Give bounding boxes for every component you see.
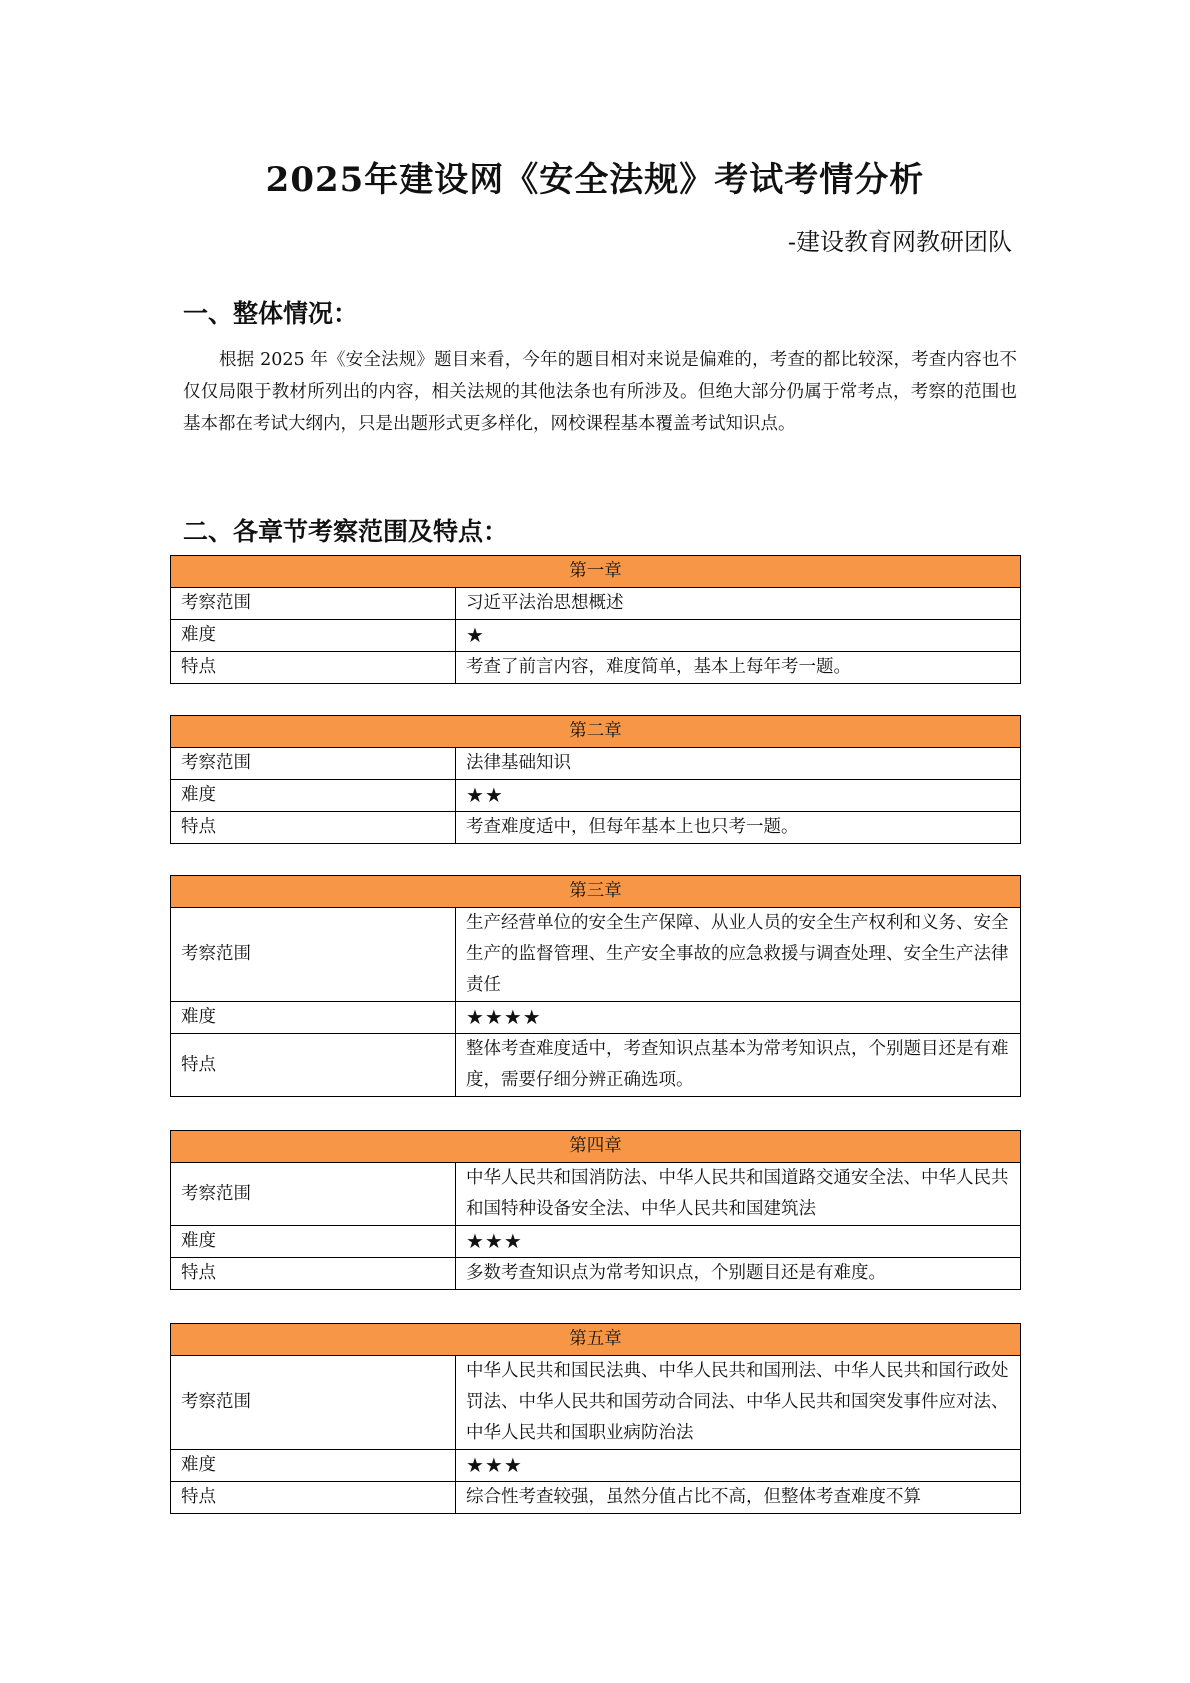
scope-label: 考察范围 <box>171 748 456 780</box>
features-value: 整体考查难度适中，考查知识点基本为常考知识点，个别题目还是有难度，需要仔细分辨正确选项。 <box>456 1034 1021 1097</box>
chapter-header: 第一章 <box>171 556 1021 588</box>
scope-label: 考察范围 <box>171 588 456 620</box>
chapter-header: 第四章 <box>171 1131 1021 1163</box>
chapter-table <box>170 1130 1021 1290</box>
section-heading-overview: 一、整体情况： <box>183 299 359 328</box>
section-heading-chapters: 二、各章节考察范围及特点： <box>183 517 509 546</box>
features-label: 特点 <box>171 1258 456 1290</box>
scope-label: 考察范围 <box>171 1356 456 1450</box>
features-value: 多数考查知识点为常考知识点，个别题目还是有难度。 <box>456 1258 1021 1290</box>
difficulty-label: 难度 <box>171 1450 456 1482</box>
difficulty-stars: ★★★ <box>456 1226 1021 1258</box>
chapter-table <box>170 875 1021 1097</box>
document-author: -建设教育网教研团队 <box>787 228 1012 256</box>
difficulty-stars: ★★★★ <box>456 1002 1021 1034</box>
features-value: 考查难度适中，但每年基本上也只考一题。 <box>456 812 1021 844</box>
features-label: 特点 <box>171 1034 456 1097</box>
features-label: 特点 <box>171 652 456 684</box>
chapter-header: 第五章 <box>171 1324 1021 1356</box>
scope-label: 考察范围 <box>171 1163 456 1226</box>
features-label: 特点 <box>171 1482 456 1514</box>
scope-label: 考察范围 <box>171 908 456 1002</box>
difficulty-stars: ★ <box>456 620 1021 652</box>
chapter-table <box>170 555 1021 684</box>
scope-value: 法律基础知识 <box>456 748 1021 780</box>
scope-value: 生产经营单位的安全生产保障、从业人员的安全生产权利和义务、安全生产的监督管理、生产安全事故的应急救援与调查处理、安全生产法律责任 <box>456 908 1021 1002</box>
difficulty-label: 难度 <box>171 1002 456 1034</box>
features-label: 特点 <box>171 812 456 844</box>
difficulty-label: 难度 <box>171 1226 456 1258</box>
scope-value: 习近平法治思想概述 <box>456 588 1021 620</box>
chapter-header: 第三章 <box>171 876 1021 908</box>
features-value: 考查了前言内容，难度简单，基本上每年考一题。 <box>456 652 1021 684</box>
chapter-table <box>170 1323 1021 1514</box>
scope-value: 中华人民共和国民法典、中华人民共和国刑法、中华人民共和国行政处罚法、中华人民共和国劳动合同法、中华人民共和国突发事件应对法、中华人民共和国职业病防治法 <box>456 1356 1021 1450</box>
scope-value: 中华人民共和国消防法、中华人民共和国道路交通安全法、中华人民共和国特种设备安全法、中华人民共和国建筑法 <box>456 1163 1021 1226</box>
chapter-header: 第二章 <box>171 716 1021 748</box>
features-value: 综合性考查较强，虽然分值占比不高，但整体考查难度不算 <box>456 1482 1021 1514</box>
difficulty-stars: ★★ <box>456 780 1021 812</box>
difficulty-label: 难度 <box>171 780 456 812</box>
document-title: 2025年建设网《安全法规》考试考情分析 <box>265 160 925 200</box>
chapter-table <box>170 715 1021 844</box>
difficulty-stars: ★★★ <box>456 1450 1021 1482</box>
difficulty-label: 难度 <box>171 620 456 652</box>
overview-paragraph: 根据 2025 年《安全法规》题目来看，今年的题目相对来说是偏难的，考查的都比较深，考查内容也不仅仅局限于教材所列出的内容，相关法规的其他法条也有所涉及。但绝大部分仍属于常考点，考察的范围也基本都在考试大纲内，只是出题形式更多样化，网校课程基本覆盖考试知识点。 <box>183 350 1017 434</box>
